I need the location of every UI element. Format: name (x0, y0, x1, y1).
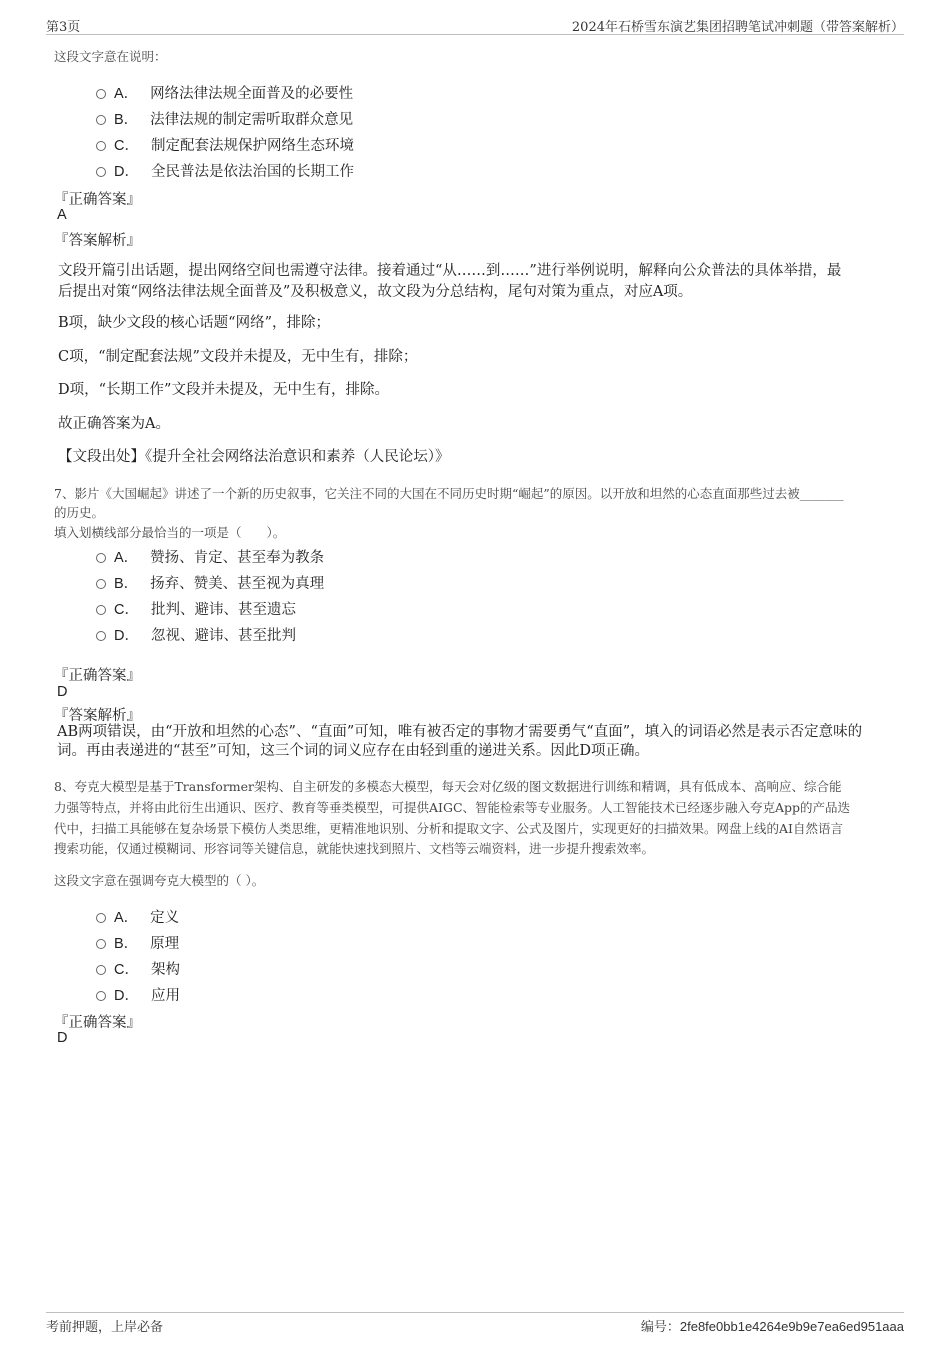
q8-stem-line: 代中，扫描工具能够在复杂场景下模仿人类思维，更精准地识别、分析和提取文字、公式及图片，实现更好的扫描效果。网盘上线的AI自然语言 (54, 821, 843, 836)
radio-icon[interactable] (96, 991, 106, 1001)
page-number: 第3页 (46, 20, 81, 35)
document-title: 2024年石桥雪东演艺集团招聘笔试冲刺题（带答案解析） (571, 20, 904, 35)
radio-icon[interactable] (96, 553, 106, 563)
q6-answer: A (57, 207, 67, 223)
q7-answer-label: 『正确答案』 (54, 668, 141, 684)
q8-option-a[interactable]: A． 定义 (96, 906, 179, 928)
q6-stem: 这段文字意在说明： (54, 49, 167, 64)
q6-option-c[interactable]: C． 制定配套法规保护网络生态环境 (96, 134, 354, 156)
q8-stem-line: 8、夸克大模型是基于Transformer架构、自主研发的多模态大模型，每天会对亿级的图文数据进行训练和精调，具有低成本、高响应、综合能 (54, 779, 842, 794)
q6-analysis-line: 文段开篇引出话题，提出网络空间也需遵守法律。接着通过“从……到……”进行举例说明，解释向公众普法的具体举措，最 (58, 263, 842, 279)
radio-icon[interactable] (96, 141, 106, 151)
q6-analysis-line: B项，缺少文段的核心话题“网络”，排除； (58, 315, 330, 331)
q8-stem-line: 力强等特点，并将由此衍生出通识、医疗、教育等垂类模型，可提供AIGC、智能检索等专业服务。人工智能技术已经逐步融入夸克App的产品迭 (54, 800, 851, 815)
q7-analysis-line: 词。再由表递进的“甚至”可知，这三个词的词义应存在由轻到重的递进关系。因此D项正确。 (57, 743, 649, 759)
q8-answer: D (57, 1030, 68, 1046)
radio-icon[interactable] (96, 167, 106, 177)
q8-answer-label: 『正确答案』 (54, 1015, 141, 1031)
q6-analysis-label: 『答案解析』 (54, 233, 141, 249)
radio-icon[interactable] (96, 913, 106, 923)
q8-stem-line: 搜索功能，仅通过模糊词、形容词等关键信息，就能快速找到照片、文档等云端资料，进一步提升搜索效率。 (54, 841, 655, 856)
page-footer (46, 1312, 904, 1337)
q7-option-d[interactable]: D． 忽视、避讳、甚至批判 (96, 624, 296, 646)
q8-option-d[interactable]: D． 应用 (96, 984, 180, 1006)
q6-source: 【文段出处】《提升全社会网络法治意识和素养（人民论坛）》 (58, 449, 450, 465)
code-value: 2fe8fe0bb1e4264e9b9e7ea6ed951aaa (679, 1319, 904, 1334)
radio-icon[interactable] (96, 115, 106, 125)
q6-analysis-line: D项，“长期工作”文段并未提及，无中生有，排除。 (58, 382, 389, 398)
q7-option-b[interactable]: B． 扬弃、赞美、甚至视为真理 (96, 572, 324, 594)
q6-option-b[interactable]: B． 法律法规的制定需听取群众意见 (96, 108, 353, 130)
radio-icon[interactable] (96, 631, 106, 641)
q7-answer: D (57, 684, 68, 700)
page-header (46, 14, 904, 35)
q8-question: 这段文字意在强调夸克大模型的（ ）。 (54, 873, 265, 888)
radio-icon[interactable] (96, 579, 106, 589)
q6-analysis-line: C项，“制定配套法规”文段并未提及，无中生有，排除； (58, 349, 418, 365)
footer-slogan: 考前押题，上岸必备 (46, 1320, 164, 1335)
q8-option-b[interactable]: B． 原理 (96, 932, 179, 954)
document-code (641, 1316, 904, 1335)
q6-option-d[interactable]: D． 全民普法是依法治国的长期工作 (96, 160, 354, 182)
q7-analysis-line: AB两项错误，由“开放和坦然的心态”、“直面”可知，唯有被否定的事物才需要勇气“直面”，填入的词语必然是表示否定意味的 (57, 724, 863, 740)
radio-icon[interactable] (96, 605, 106, 615)
radio-icon[interactable] (96, 939, 106, 949)
q7-stem: 7、影片《大国崛起》讲述了一个新的历史叙事，它关注不同的大国在不同历史时期“崛起”的原因。以开放和坦然的心态直面那些过去被_______ (54, 486, 844, 501)
q7-option-c[interactable]: C． 批判、避讳、甚至遗忘 (96, 598, 296, 620)
q8-option-c[interactable]: C． 架构 (96, 958, 180, 980)
q7-stem: 的历史。 (54, 505, 105, 520)
q6-analysis-line: 故正确答案为A。 (58, 416, 170, 432)
radio-icon[interactable] (96, 89, 106, 99)
code-label: 编号： (640, 1320, 680, 1335)
q6-analysis-line: 后提出对策“网络法律法规全面普及”及积极意义，故文段为分总结构，尾句对策为重点，对应A项。 (58, 284, 693, 300)
q7-analysis-label: 『答案解析』 (54, 708, 141, 724)
radio-icon[interactable] (96, 965, 106, 975)
q7-option-a[interactable]: A． 赞扬、肯定、甚至奉为教条 (96, 546, 324, 568)
q6-option-a[interactable]: A． 网络法律法规全面普及的必要性 (96, 82, 353, 104)
q6-answer-label: 『正确答案』 (54, 192, 141, 208)
q7-prompt: 填入划横线部分最恰当的一项是（ ）。 (54, 525, 286, 540)
